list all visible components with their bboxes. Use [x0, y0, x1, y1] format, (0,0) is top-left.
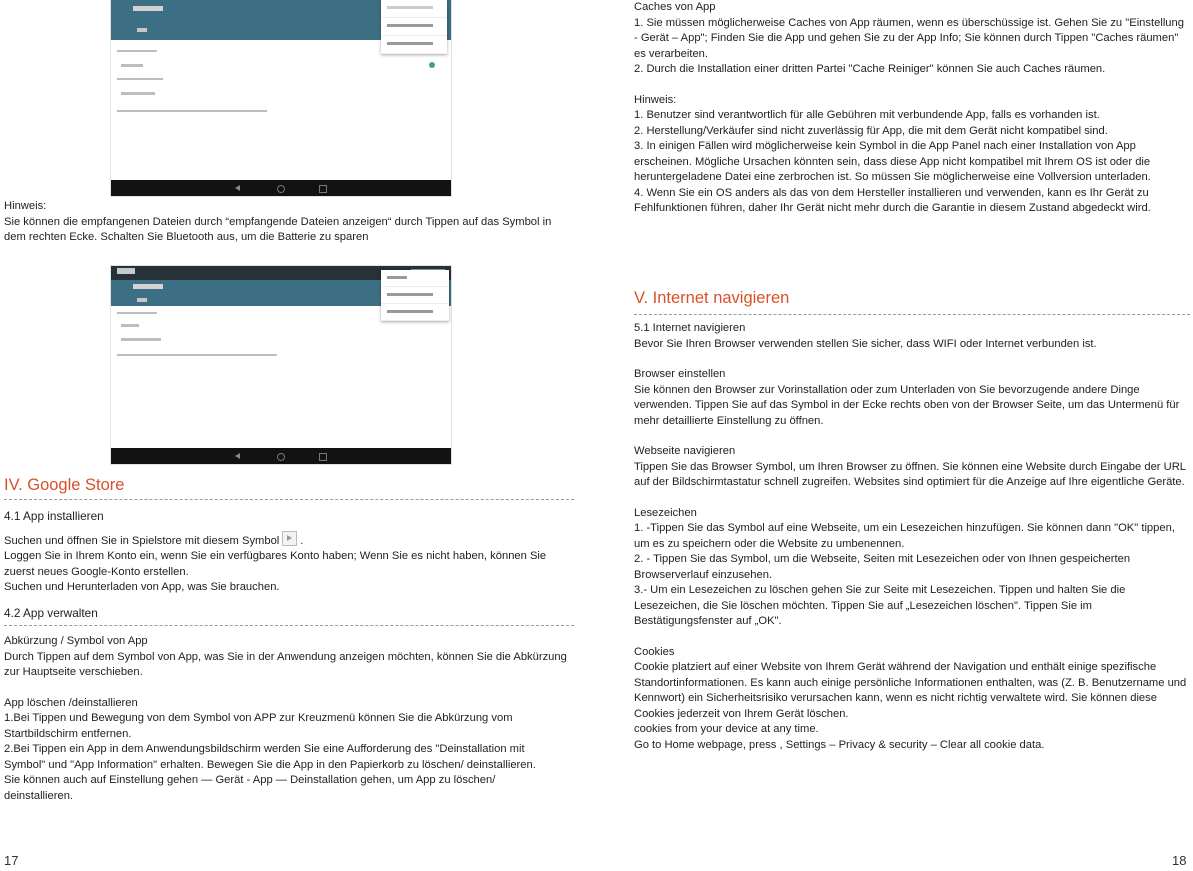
page-number-right: 18 [1172, 853, 1187, 868]
s51-text: Bevor Sie Ihren Browser verwenden stellen Sie sicher, dass WIFI oder Internet verbunden ist. [634, 337, 1097, 350]
bluetooth-screenshot-menu [110, 265, 452, 465]
browser-title: Browser einstellen [634, 368, 726, 380]
screenshot-overflow-menu [381, 0, 447, 54]
subsection-title-4-1: 4.1 App installieren [4, 509, 104, 523]
s41-line3: Suchen und Herunterladen von App, was Sie brauchen. [4, 581, 280, 593]
cookies-en-2: Go to Home webpage, press , Settings – Privacy & security – Clear all cookie data. [634, 738, 1045, 751]
play-store-icon [282, 531, 297, 546]
delete-step-2: 2.Bei Tippen ein App in dem Anwendungsbildschirm werden Sie eine Aufforderung des "Deinstallation mit Symbol" und "App Information" erhalten. Bewegen Sie die App in den Papierkorb zu löschen/ deinstallieren. Sie können auch auf Einstellung gehen — Gerät - App — Deinstallation gehen, um App zu löschen/ deinstallieren. [4, 743, 536, 802]
lesezeichen-title: Lesezeichen [634, 506, 697, 519]
hinweis-item-2: 2. Herstellung/Verkäufer sind nicht zuverlässig für App, die mit dem Gerät nicht kompatibel sind. [634, 124, 1108, 137]
cookies-title: Cookies [634, 645, 675, 658]
section-divider [4, 499, 574, 500]
delete-title: App löschen /deinstallieren [4, 696, 138, 709]
screenshot-overflow-menu [381, 270, 449, 321]
hinweis-item-4: 4. Wenn Sie ein OS anders als das von dem Hersteller installieren und verwenden, kann es Ihr Gerät zu Fehlfunktionen führen, daher Ihr Gerät nicht mehr durch die Garantie in diesem Zustand abgedeckt wird. [634, 186, 1151, 214]
lesezeichen-item-3: 3.- Um ein Lesezeichen zu löschen gehen Sie zur Seite mit Lesezeichen. Tippen und halten Sie die Lesezeichen, die Sie löschen möchten. Tippen Sie auf „Lesezeichen löschen". Tippen Sie im Bestätigungsfenster auf „OK". [634, 584, 1126, 627]
screenshot-navbar [111, 448, 451, 464]
hinweis-item-1: 1. Benutzer sind verantwortlich für alle Gebühren mit verbundende App, falls es vorhanden ist. [634, 109, 1100, 121]
s41-line2: Loggen Sie in Ihrem Konto ein, wenn Sie ein verfügbares Konto haben; Wenn Sie es nicht haben, können Sie zuerst neues Google-Konto erstellen. [4, 550, 547, 578]
bluetooth-screenshot-top [110, 0, 452, 197]
lesezeichen-item-2: 2. - Tippen Sie das Symbol, um die Webseite, Seiten mit Lesezeichen oder von Ihnen gespeicherten Browserverlauf einzusehen. [634, 553, 1131, 581]
section-title-google-store: IV. Google Store [4, 476, 125, 494]
shortcut-text: Durch Tippen auf dem Symbol von App, was Sie in der Anwendung anzeigen möchten, können Sie die Abkürzung zur Hauptseite verschieben. [4, 650, 567, 678]
screenshot-body [111, 40, 451, 180]
screenshot-navbar [111, 180, 451, 196]
caches-title: Caches von App [634, 1, 716, 13]
hinweis-text: Sie können die empfangenen Dateien durch “empfangende Dateien anzeigen“ durch Tippen auf das Symbol in dem rechten Ecke. Schalten Sie Bluetooth aus, um die Batterie zu sparen [4, 215, 552, 243]
s41-line1 [4, 531, 574, 550]
hinweis-label: Hinweis: [4, 200, 47, 212]
s41-line1-text: Suchen und öffnen Sie in Spielstore mit diesem Symbol [4, 534, 280, 547]
hinweis-label-right: Hinweis: [634, 93, 677, 106]
caches-item-2: 2. Durch die Installation einer dritten Partei "Cache Reiniger" können Sie auch Caches räumen. [634, 63, 1106, 75]
page-number-left: 17 [4, 853, 19, 868]
section-title-internet: V. Internet navigieren [634, 289, 790, 307]
delete-step-1: 1.Bei Tippen und Bewegung von dem Symbol von APP zur Kreuzmenü können Sie die Abkürzung vom Startbildschirm entfernen. [4, 712, 513, 740]
bluetooth-toggle [429, 62, 435, 68]
s41-line1-end: . [300, 534, 304, 547]
section-divider [4, 625, 574, 626]
lesezeichen-item-1: 1. -Tippen Sie das Symbol auf eine Webseite, um ein Lesezeichen hinzufügen. Sie können dann "OK" tippen, um es zu speichern oder die Website zu umbenennen. [634, 522, 1175, 550]
hinweis-item-3: 3. In einigen Fällen wird möglicherweise kein Symbol in die App Panel nach einer Installation von App erscheinen. Mögliche Ursachen könnten sein, dass diese App nicht kompatibel mit Ihrem OS ist oder die heruntergeladene Datei eine zerbrochen ist. So müssen Sie möglicherweise eine Vollversion unterladen. [634, 140, 1151, 183]
browser-text: Sie können den Browser zur Vorinstallation oder zum Unterladen von Sie bevorzugende andere Dinge verwenden. Tippen Sie auf das Symbol in der Ecke rechts oben von der Browser Seite, um das Untermenü für mehr detaillierte Einstellung zu öffnen. [634, 383, 1180, 427]
webseite-text: Tippen Sie das Browser Symbol, um Ihren Browser zu öffnen. Sie können eine Website durch Eingabe der URL auf der Bildschirmtastatur schnell zugreifen. Websites sind optimiert für die Anzeige auf Ihre eigentliche Geräte. [634, 460, 1186, 488]
subsection-title-4-2: 4.2 App verwalten [4, 605, 98, 620]
screenshot-body [111, 306, 451, 446]
cookies-text: Cookie platziert auf einer Website von Ihrem Gerät während der Navigation und enthält einige spezifische Standortinformationen. Es kann auch einige persönliche Informationen enthalten, was (Z. B. Benutzername und Kennwort) ein Sicherheitsrisiko verursachen kann, wenn es nicht richtig verwaltete wird. Sie können diese Cookies jederzeit von Ihrem Gerät löschen. [634, 661, 1187, 720]
caches-item-1: 1. Sie müssen möglicherweise Caches von App räumen, wenn es überschüssige ist. Gehen Sie zu "Einstellung - Gerät – App"; Finden Sie die App und gehen Sie zu der App Info; Sie können durch Tippen "Caches räumen" es verarbeiten. [634, 16, 1184, 60]
cookies-en-1: cookies from your device at any time. [634, 723, 819, 735]
shortcut-title: Abkürzung / Symbol von App [4, 635, 148, 647]
section-divider [634, 314, 1190, 315]
webseite-title: Webseite navigieren [634, 445, 736, 457]
s51-title: 5.1 Internet navigieren [634, 322, 746, 334]
